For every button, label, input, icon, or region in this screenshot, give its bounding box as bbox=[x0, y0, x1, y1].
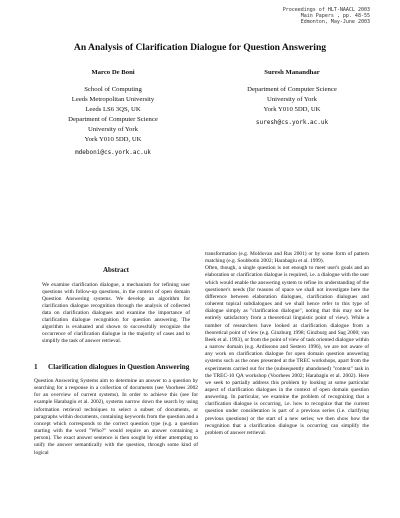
author-name: Suresh Manandhar bbox=[264, 69, 320, 76]
proceedings-header bbox=[210, 7, 370, 26]
paragraph-continued: transformation (e.g. Moldovan and Rus 2001) or by some form of pattern matching (e.g. Soubbotin 2002; Harabagiu et al. 1999). bbox=[205, 251, 369, 265]
affiliation-line: School of Computing bbox=[84, 86, 142, 93]
section-title: Clarification dialogues in Question Answering bbox=[48, 363, 190, 371]
section-heading bbox=[34, 363, 198, 372]
pages-line: Main Papers , pp. 48-55 bbox=[300, 13, 370, 20]
affiliation-line: University of York bbox=[88, 126, 138, 133]
section-body-text: Question Answering Systems aim to determine an answer to a question by searching for a response in a collection of documents (see Voorhees 2002 for an overview of current systems). In order to achieve this (see for example Harabagiu et al. 2002), systems narrow down the search by using information retrieval techniques to select a subset of documents, or paragraphs within documents, containing keywords from the question and a concept which corresponds to the correct question type (e.g. a question starting with the word "Who?" would require an answer containing a person). The exact answer sentence is then sought by either attempting to unify the answer semantically with the question, through some kind of logical bbox=[34, 378, 198, 456]
affiliation-line: Department of Computer Science bbox=[247, 86, 337, 93]
proceedings-line: Proceedings of HLT-NAACL 2003 bbox=[282, 7, 370, 13]
left-column bbox=[34, 258, 198, 457]
section-number: 1 bbox=[34, 363, 38, 371]
location-line: Edmonton, May-June 2003 bbox=[300, 19, 370, 26]
abstract-text: We examine clarification dialogue, a mechanism for refining user questions with follow-up questions, in the context of open domain Question Answering systems. We develop an algorithm for clarification dialogue recognition through the analysis of collected data on clarification dialogues and examine the importance of clarification dialogue recognition for question answering. The algorithm is evaluated and shown to successfully recognize the occurrence of clarification dialogue in the majority of cases and to simplify the task of answer retrieval. bbox=[42, 282, 190, 344]
affiliation-line: Leeds LS6 3QS, UK bbox=[85, 106, 141, 113]
affiliation-line: York Y010 5DD, UK bbox=[263, 106, 321, 113]
affiliation-line: Department of Computer Science bbox=[68, 116, 158, 123]
abstract-heading: Abstract bbox=[102, 266, 130, 274]
affiliation-line: York Y010 5DD, UK bbox=[84, 136, 142, 143]
affiliation-line: University of York bbox=[267, 96, 317, 103]
paper-title: An Analysis of Clarification Dialogue for Question Answering bbox=[73, 42, 327, 53]
right-column bbox=[205, 251, 369, 437]
author-email: mdeboni@cs.york.ac.uk bbox=[75, 149, 151, 156]
author-email: suresh@cs.york.ac.uk bbox=[255, 119, 329, 126]
author-block-1 bbox=[28, 68, 198, 158]
affiliation-line: Leeds Metropolitan University bbox=[71, 96, 155, 103]
author-name: Marco De Boni bbox=[91, 69, 135, 76]
paragraph: Often, though, a single question is not enough to meet user's goals and an elaboration or clarification dialogue is required, i.e. a dialogue with the user which would enable the answering system to refine its understanding of the questioner's needs (for reasons of space we shall not investigate here the difference between elaboration dialogues, clarification dialogues and coherent topical subdialogues and we shall hence refer to this type of dialogue simply as "clarification dialogue", noting that this may not be entirely satisfactory from a theoretical linguistic point of view). While a number of researchers have looked at clarification dialogue from a theoretical point of view (e.g. Ginzburg 1998; Ginzburg and Sag 2000; van Beek et al. 1993), or from the point of view of task oriented dialogue within a narrow domain (e.g. Ardissono and Sestero 1996), we are not aware of any work on clarification dialogue for open domain question answering systems such as the ones presented at the TREC workshops, apart from the experiments carried out for the (subsequently abandoned) "context" task in the TREC-10 QA workshop (Voorhees 2002; Harabagiu et al. 2002). Here we seek to partially address this problem by looking at some particular aspect of clarification dialogues in the context of open domain question answering. In particular, we examine the problem of recognizing that a clarification dialogue is occurring, i.e. how to recognize that the current question under consideration is part of a previous series (i.e. clarifying previous questions) or the start of a new series; we then show how the recognition that a clarification dialogue is occurring can simplify the problem of answer retrieval. bbox=[205, 265, 369, 436]
author-block-2 bbox=[207, 68, 377, 128]
